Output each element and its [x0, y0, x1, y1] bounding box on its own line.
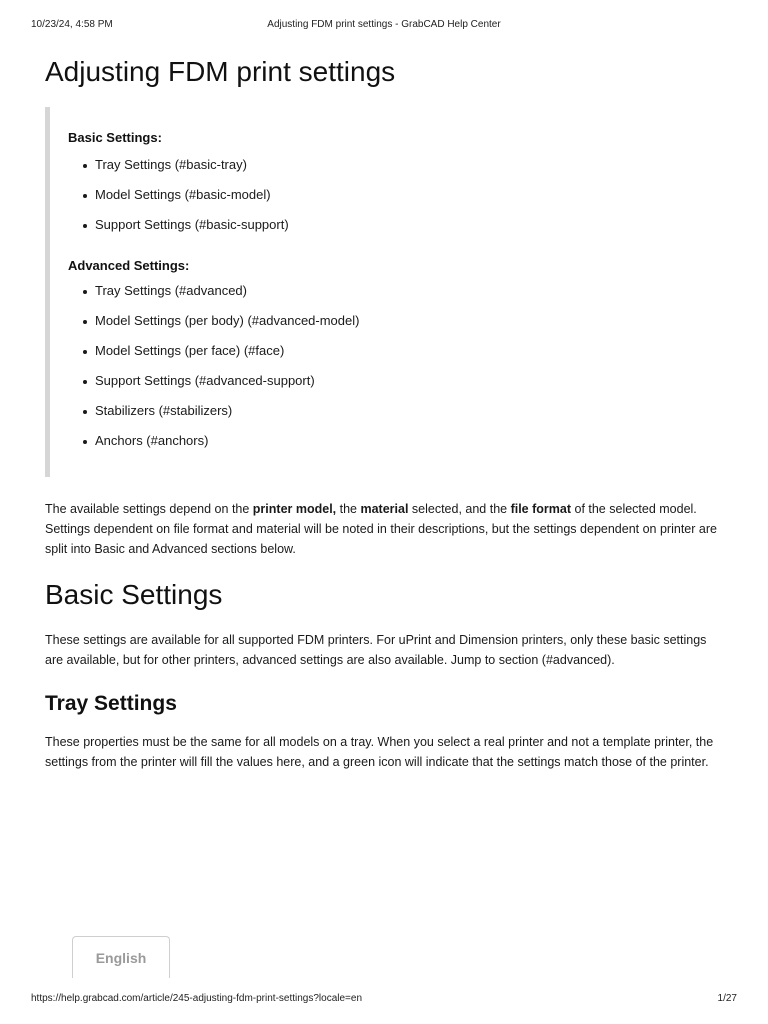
tray-settings-heading: Tray Settings [45, 692, 177, 715]
toc-link[interactable]: Tray Settings (#basic-tray) [95, 157, 247, 172]
print-page-title: Adjusting FDM print settings - GrabCAD Help Center [267, 19, 501, 30]
toc-link[interactable]: Model Settings (per face) (#face) [95, 343, 285, 358]
list-item [78, 157, 289, 187]
intro-text: of the selected model. Settings dependent on file format and material will be noted in their descriptions, but the settings dependent on printer are split into Basic and Advanced sections below. [45, 502, 717, 556]
toc-advanced-list [78, 283, 359, 463]
list-item [78, 433, 359, 463]
toc-link[interactable]: Support Settings (#advanced-support) [95, 373, 315, 388]
list-item [78, 403, 359, 433]
toc-link[interactable]: Tray Settings (#advanced) [95, 283, 247, 298]
print-url: https://help.grabcad.com/article/245-adjusting-fdm-print-settings?locale=en [31, 993, 363, 1004]
toc-link[interactable]: Support Settings (#basic-support) [95, 217, 289, 232]
list-item [78, 283, 359, 313]
toc-basic-heading: Basic Settings: [68, 130, 162, 145]
toc-link[interactable]: Stabilizers (#stabilizers) [95, 403, 233, 418]
intro-bold-material: material [360, 502, 409, 516]
toc-link[interactable]: Model Settings (per body) (#advanced-model) [95, 313, 360, 328]
toc-link[interactable]: Anchors (#anchors) [95, 433, 209, 448]
page-title: Adjusting FDM print settings [45, 56, 396, 87]
intro-text: the [336, 502, 361, 516]
print-page-number: 1/27 [717, 993, 737, 1004]
basic-settings-paragraph: These settings are available for all supported FDM printers. For uPrint and Dimension printers, only these basic settings are available, but for other printers, advanced settings are also available. Jump to section (#advanced). [45, 633, 707, 667]
tray-settings-paragraph: These properties must be the same for all models on a tray. When you select a real printer and not a template printer, the settings from the printer will fill the values here, and a green icon will indicate that the settings match those of the printer. [45, 735, 714, 769]
language-selector-button[interactable]: English [72, 936, 170, 978]
toc-basic-list [78, 157, 289, 247]
list-item [78, 373, 359, 403]
print-footer [31, 993, 737, 1007]
toc-link[interactable]: Model Settings (#basic-model) [95, 187, 271, 202]
print-header [31, 19, 737, 33]
intro-bold-printer-model: printer model, [252, 502, 337, 516]
basic-settings-heading: Basic Settings [45, 579, 223, 610]
list-item [78, 343, 359, 373]
intro-text: selected, and the [408, 502, 511, 516]
print-datetime: 10/23/24, 4:58 PM [31, 19, 113, 30]
intro-text: The available settings depend on the [45, 502, 253, 516]
intro-paragraph [45, 499, 725, 559]
list-item [78, 217, 289, 247]
table-of-contents [45, 107, 690, 477]
toc-advanced-heading: Advanced Settings: [68, 258, 190, 273]
list-item [78, 187, 289, 217]
intro-bold-file-format: file format [510, 502, 572, 516]
list-item [78, 313, 359, 343]
